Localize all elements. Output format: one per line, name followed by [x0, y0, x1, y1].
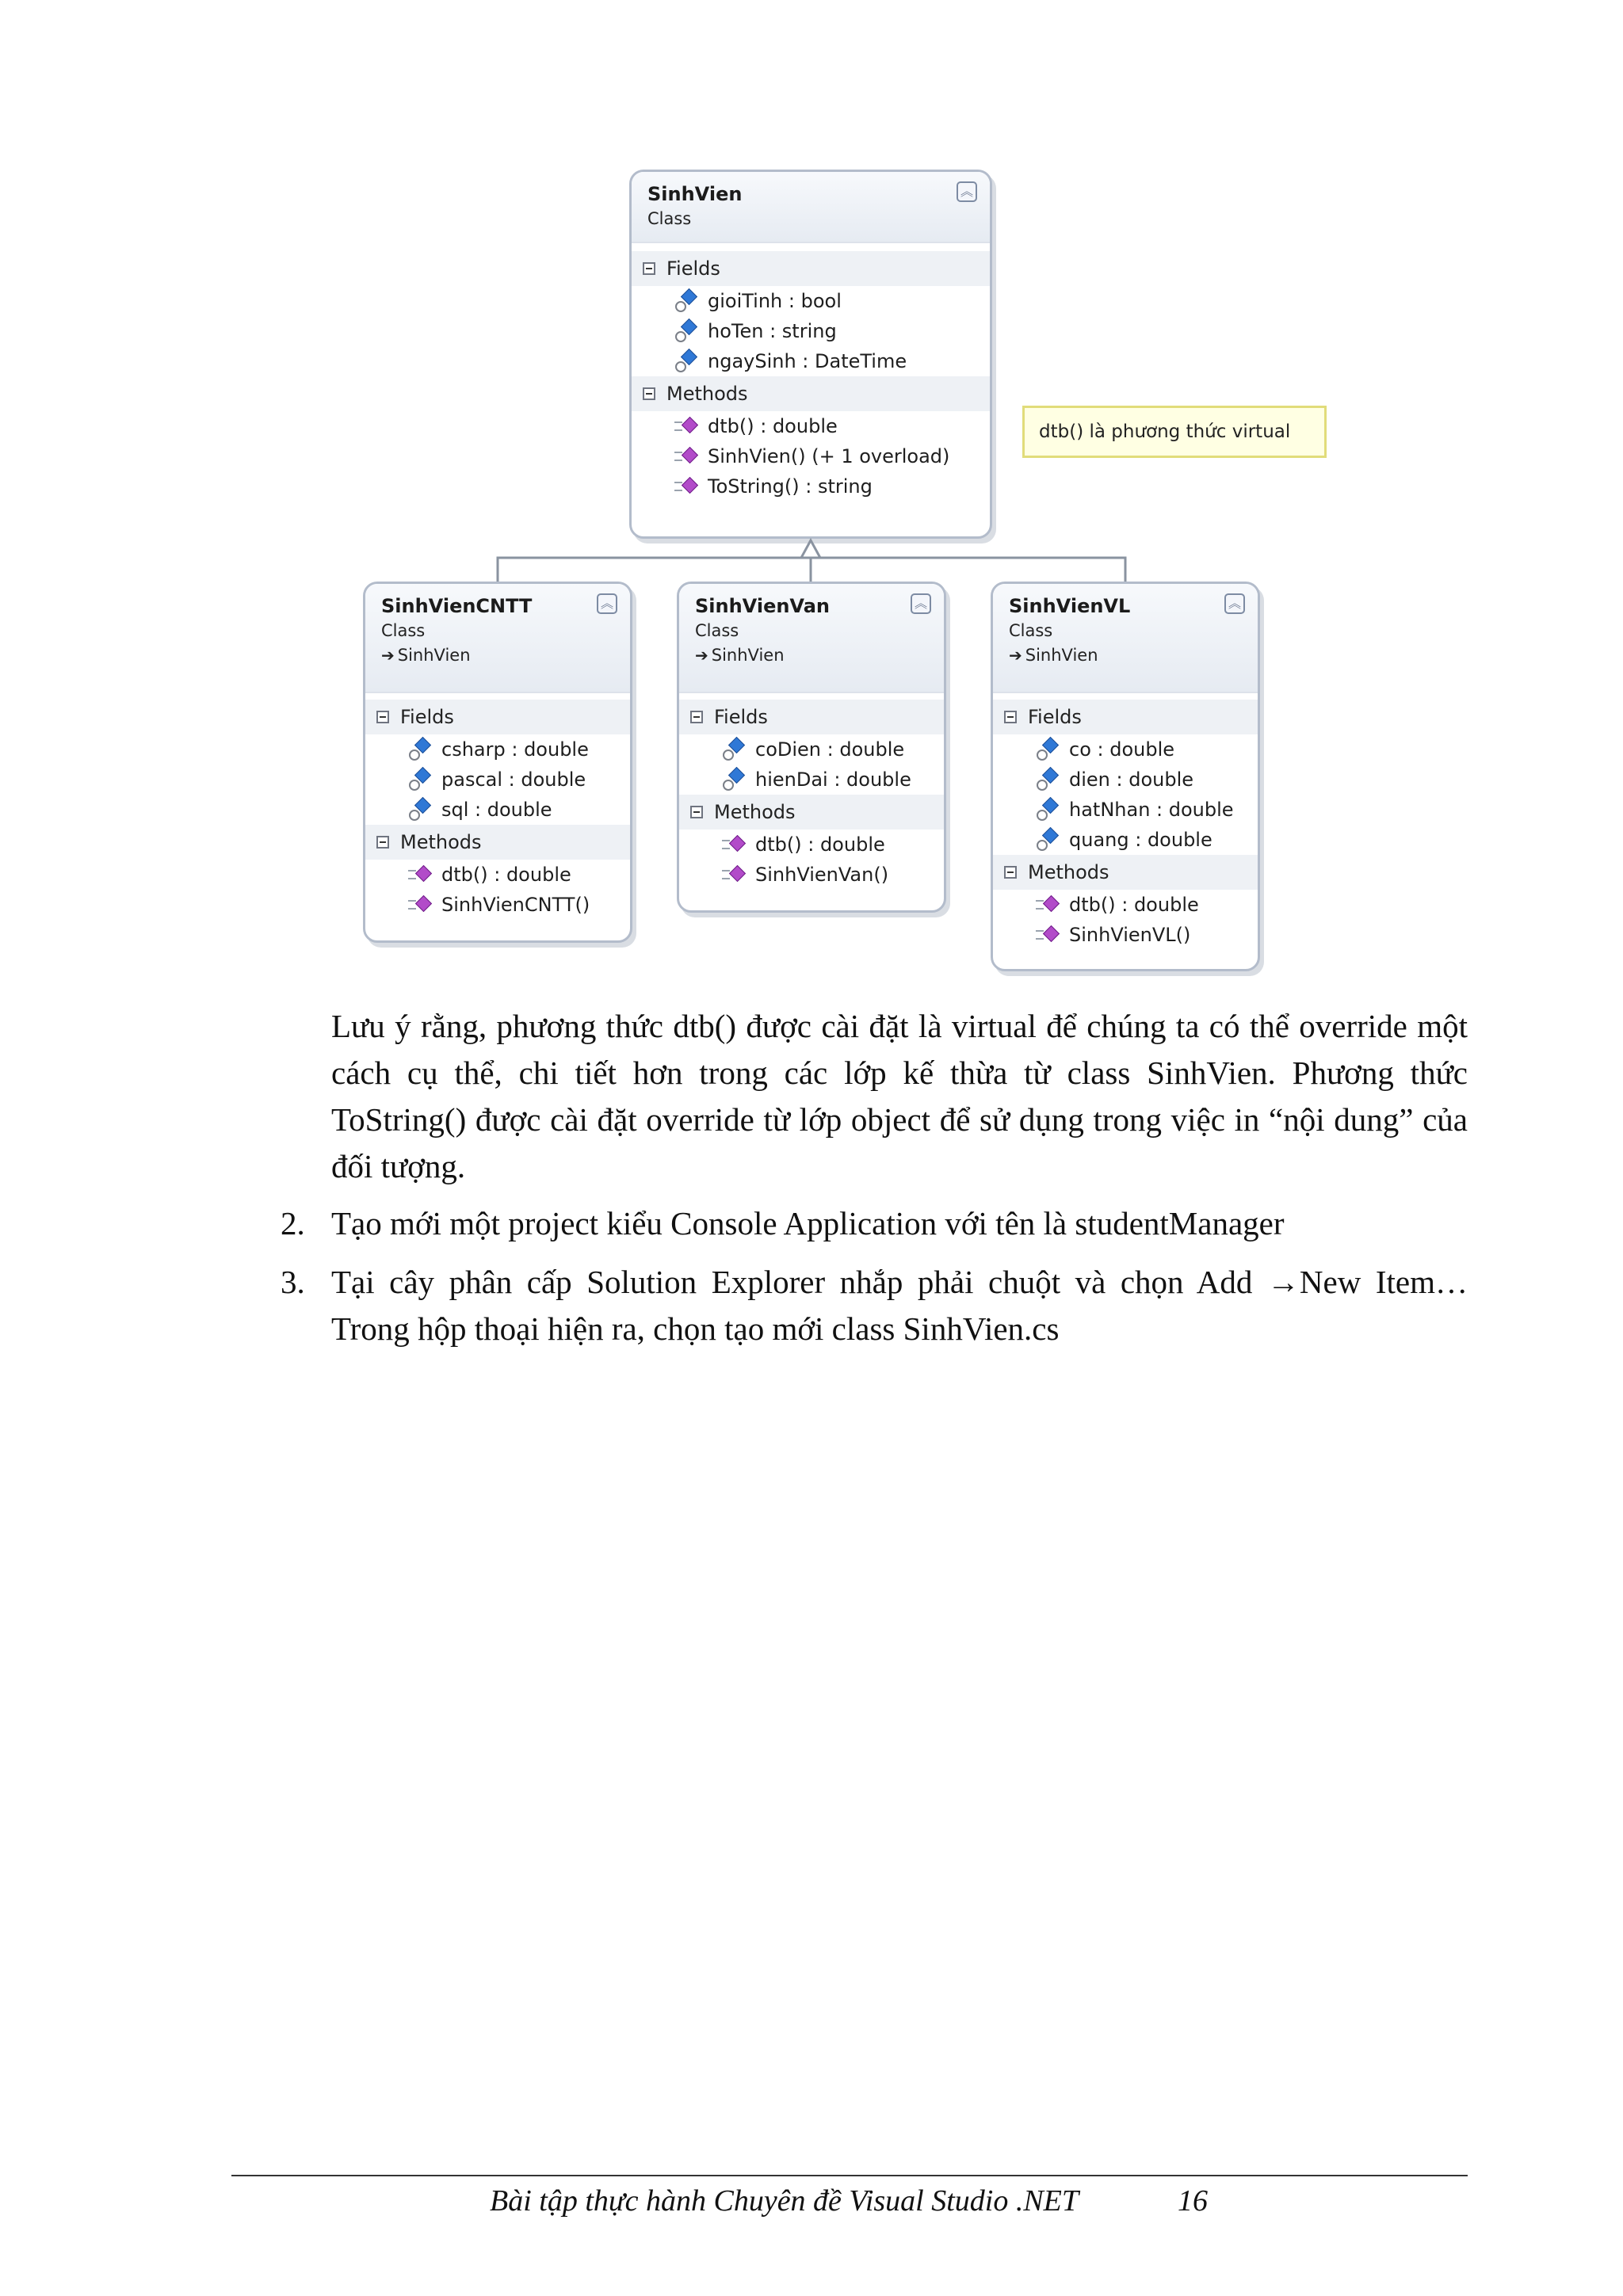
section-label: Methods: [400, 831, 482, 853]
field-item: sql : double: [365, 795, 630, 825]
field-icon: [408, 769, 432, 790]
class-name: SinhVienVL: [1009, 595, 1131, 617]
class-header: [993, 584, 1258, 693]
field-icon: [722, 739, 746, 760]
class-name: SinhVienVan: [695, 595, 830, 617]
minus-box-icon[interactable]: [643, 262, 655, 275]
class-sinhviencntt[interactable]: [363, 582, 632, 943]
field-item: hatNhan : double: [993, 795, 1258, 825]
method-item: dtb() : double: [679, 830, 944, 860]
section-label: Fields: [1028, 706, 1082, 728]
connector-line: [498, 558, 1125, 582]
class-sinhvien[interactable]: [629, 170, 992, 539]
minus-box-icon[interactable]: [376, 836, 389, 849]
section-label: Methods: [714, 801, 796, 823]
note-paragraph: Lưu ý rằng, phương thức dtb() được cài đặt là virtual để chúng ta có thể override một cách cụ thể, chi tiết hơn trong các lớp kế thừa từ class SinhVien. Phương thức ToString() được cài đặt override từ lớp object để sử dụng trong việc in “nội dung” của đối tượng.: [331, 1008, 1468, 1184]
fields-section-header[interactable]: [993, 700, 1258, 734]
inherits-arrow-icon: ➔: [381, 646, 395, 665]
methods-section-header[interactable]: [632, 376, 990, 411]
field-icon: [408, 799, 432, 820]
field-item: hoTen : string: [632, 316, 990, 346]
class-base: ➔ SinhVien: [695, 646, 785, 665]
class-name: SinhVienCNTT: [381, 595, 533, 617]
class-header: [679, 584, 944, 693]
method-item: dtb() : double: [993, 890, 1258, 920]
method-icon: [408, 864, 432, 885]
class-base: ➔ SinhVien: [1009, 646, 1098, 665]
methods-section-header[interactable]: [365, 825, 630, 860]
class-base: ➔ SinhVien: [381, 646, 471, 665]
method-icon: [674, 446, 698, 467]
section-label: Methods: [666, 383, 748, 405]
step-3-text: Tại cây phân cấp Solution Explorer nhắp phải chuột và chọn Add →New Item… Trong hộp thoại hiện ra, chọn tạo mới class SinhVien.cs: [331, 1264, 1468, 1347]
class-header: [365, 584, 630, 693]
class-sinhvienvl[interactable]: [991, 582, 1260, 971]
method-item: SinhVienCNTT(): [365, 890, 630, 920]
field-icon: [1036, 799, 1060, 820]
class-name: SinhVien: [647, 183, 743, 205]
field-item: co : double: [993, 734, 1258, 765]
minus-box-icon[interactable]: [1004, 711, 1017, 723]
method-item: SinhVienVan(): [679, 860, 944, 890]
minus-box-icon[interactable]: [1004, 866, 1017, 879]
method-icon: [674, 416, 698, 437]
field-icon: [1036, 830, 1060, 850]
method-item: SinhVien() (+ 1 overload): [632, 441, 990, 471]
field-icon: [722, 769, 746, 790]
virtual-method-tooltip: dtb() là phương thức virtual: [1022, 406, 1327, 458]
field-item: pascal : double: [365, 765, 630, 795]
field-icon: [408, 739, 432, 760]
field-item: gioiTinh : bool: [632, 286, 990, 316]
inheritance-arrow-icon: [801, 540, 820, 558]
method-item: dtb() : double: [365, 860, 630, 890]
field-icon: [674, 351, 698, 372]
step-2-text: Tạo mới một project kiểu Console Application với tên là studentManager: [331, 1205, 1285, 1241]
field-item: csharp : double: [365, 734, 630, 765]
method-item: dtb() : double: [632, 411, 990, 441]
section-label: Fields: [400, 706, 454, 728]
class-kind: Class: [647, 209, 692, 228]
method-icon: [722, 864, 746, 885]
field-item: hienDai : double: [679, 765, 944, 795]
class-kind: Class: [381, 621, 426, 640]
field-icon: [1036, 739, 1060, 760]
class-kind: Class: [695, 621, 739, 640]
step-number: 2.: [281, 1205, 305, 1241]
field-item: quang : double: [993, 825, 1258, 855]
collapse-icon[interactable]: ︽: [911, 593, 931, 614]
methods-section-header[interactable]: [679, 795, 944, 830]
fields-section-header[interactable]: [632, 251, 990, 286]
methods-section-header[interactable]: [993, 855, 1258, 890]
page-number: 16: [1178, 2184, 1208, 2218]
class-kind: Class: [1009, 621, 1053, 640]
method-item: SinhVienVL(): [993, 920, 1258, 950]
inherits-arrow-icon: ➔: [695, 646, 708, 665]
section-label: Fields: [666, 257, 720, 280]
inherits-arrow-icon: ➔: [1009, 646, 1022, 665]
class-header: [632, 172, 990, 243]
field-item: coDien : double: [679, 734, 944, 765]
step-number: 3.: [281, 1264, 305, 1300]
field-item: dien : double: [993, 765, 1258, 795]
method-icon: [1036, 925, 1060, 945]
method-icon: [408, 894, 432, 915]
field-icon: [674, 321, 698, 341]
field-item: ngaySinh : DateTime: [632, 346, 990, 376]
collapse-icon[interactable]: ︽: [1224, 593, 1245, 614]
method-item: ToString() : string: [632, 471, 990, 502]
section-label: Methods: [1028, 861, 1109, 883]
fields-section-header[interactable]: [365, 700, 630, 734]
method-icon: [722, 834, 746, 855]
minus-box-icon[interactable]: [376, 711, 389, 723]
method-icon: [674, 476, 698, 497]
footer-rule: [231, 2175, 1468, 2176]
collapse-icon[interactable]: ︽: [957, 181, 977, 202]
class-sinhvienvan[interactable]: [677, 582, 946, 913]
minus-box-icon[interactable]: [690, 711, 703, 723]
minus-box-icon[interactable]: [690, 806, 703, 818]
collapse-icon[interactable]: ︽: [597, 593, 617, 614]
field-icon: [1036, 769, 1060, 790]
method-icon: [1036, 894, 1060, 915]
fields-section-header[interactable]: [679, 700, 944, 734]
minus-box-icon[interactable]: [643, 387, 655, 400]
field-icon: [674, 291, 698, 311]
section-label: Fields: [714, 706, 768, 728]
footer-title: Bài tập thực hành Chuyên đề Visual Studio .NET: [490, 2184, 1079, 2218]
